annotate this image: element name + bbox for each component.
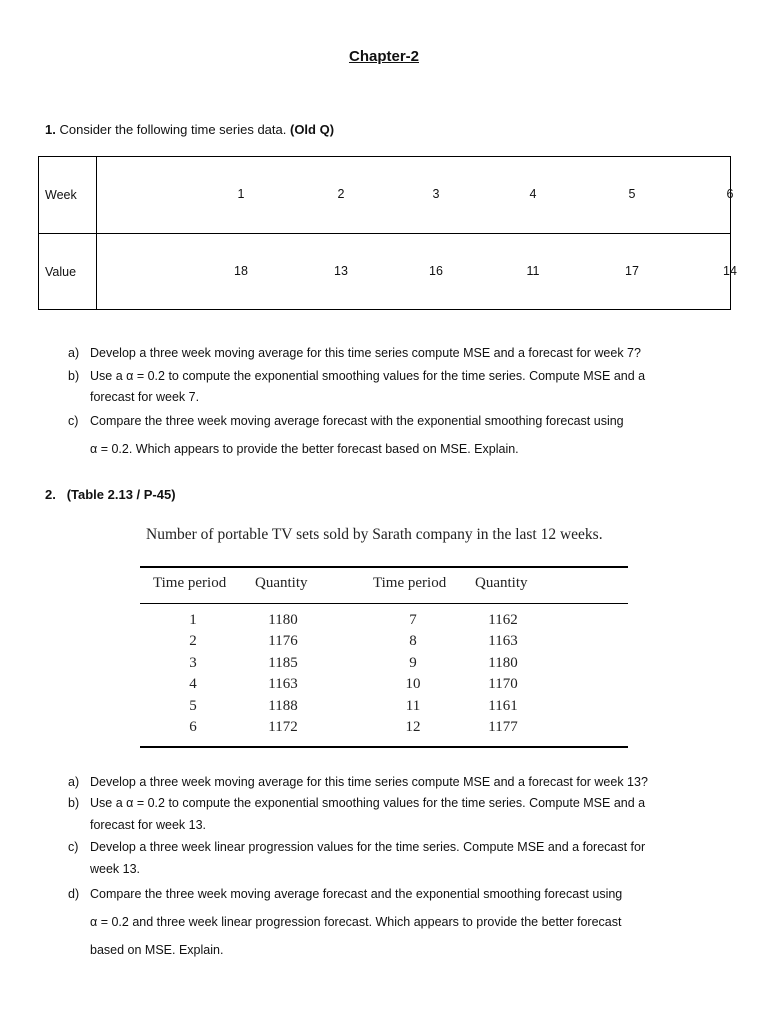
question-2-tag: (Table 2.13 / P-45) [66,487,176,502]
header-time-period-2: Time period [373,575,447,591]
table-cell-period: 10 [405,676,421,693]
table-top-rule [140,566,628,568]
week-label: Week [39,157,97,234]
header-quantity-2: Quantity [475,575,528,591]
table-cell-quantity: 1162 [488,612,518,628]
part-text-line: α = 0.2. Which appears to provide the better forecast based on MSE. Explain. [90,442,519,456]
table-cell-quantity: 1180 [488,654,518,671]
part-text-line: Compare the three week moving average forecast and the exponential smoothing forecast using [90,887,623,901]
part-marker: a) [68,775,80,789]
part-marker: c) [68,414,79,428]
table-cell-period: 8 [409,633,417,650]
time-series-table [38,156,737,310]
table-cell-period: 12 [405,719,421,735]
week-cell-2: 2 [337,187,345,201]
value-cell-2: 13 [334,263,348,278]
value-label: Value [39,234,97,310]
part-text-line: Use a α = 0.2 to compute the exponential smoothing values for the time series. Compute MSE and a [90,369,646,383]
part-text-line: forecast for week 7. [90,390,200,404]
week-cell-6: 6 [726,187,734,201]
question-2-heading [45,487,176,502]
table-cell-period: 7 [409,612,417,628]
part-text-line: α = 0.2 and three week linear progression forecast. Which appears to provide the better forecast [90,915,622,929]
question-1-heading [45,122,334,137]
question-1-tag: (Old Q) [289,122,335,137]
table-header-rule [140,603,628,604]
table-cell-quantity: 1163 [268,676,298,693]
part-marker: c) [68,840,79,854]
part-text-line: week 13. [90,862,141,876]
part-text-line: Use a α = 0.2 to compute the exponential smoothing values for the time series. Compute MSE and a [90,796,646,810]
value-cell-3: 16 [429,263,443,278]
value-values [97,234,737,310]
week-cell-5: 5 [628,187,636,201]
question-1-number: 1. [45,122,56,137]
table-cell-period: 5 [189,697,197,714]
table-cell-quantity: 1188 [268,697,298,714]
part-marker: d) [68,887,80,901]
week-cell-3: 3 [432,187,440,201]
week-values [97,157,734,234]
value-cell-1: 18 [234,263,248,278]
part-text-line: Develop a three week linear progression values for the time series. Compute MSE and a forecast for [90,840,646,854]
part-marker: b) [68,796,80,810]
part-text-line: Compare the three week moving average forecast with the exponential smoothing forecast using [90,414,624,428]
week-row [39,157,731,234]
table-cell-quantity: 1176 [268,633,298,650]
header-quantity-1: Quantity [255,575,308,591]
table-cell-quantity: 1172 [268,719,298,735]
table-cell-period: 2 [189,633,197,650]
table-cell-period: 9 [409,654,417,671]
table-cell-quantity: 1180 [268,612,298,628]
part-text-line: Develop a three week moving average for this time series compute MSE and a forecast for week 7? [90,346,641,360]
table-cell-quantity: 1161 [488,697,518,714]
week-cell-1: 1 [237,187,245,201]
part-text-line: forecast for week 13. [90,818,207,832]
value-cell-5: 17 [625,263,639,278]
table-cell-period: 1 [189,612,197,628]
table-cell-quantity: 1177 [488,719,518,735]
value-row [39,234,731,310]
question-2-number: 2. [45,487,56,502]
table-cell-quantity: 1163 [488,633,518,650]
table-cell-quantity: 1185 [268,654,298,671]
table-caption: Number of portable TV sets sold by Sarath company in the last 12 weeks. [146,526,603,543]
page-title: Chapter-2 [348,48,419,65]
week-cell-4: 4 [529,187,537,201]
table-bottom-rule [140,746,628,748]
table-cell-quantity: 1170 [488,676,518,693]
table-cell-period: 6 [189,719,197,735]
header-time-period-1: Time period [153,575,227,591]
part-text-line: based on MSE. Explain. [90,943,224,957]
table-cell-period: 11 [405,697,421,714]
part-marker: a) [68,346,80,360]
value-cell-6: 14 [723,263,737,278]
value-cell-4: 11 [526,263,540,278]
table-cell-period: 3 [189,654,197,671]
part-marker: b) [68,369,80,383]
part-text-line: Develop a three week moving average for this time series compute MSE and a forecast for week 13? [90,775,648,789]
table-cell-period: 4 [189,676,197,693]
question-1-text: Consider the following time series data. [59,122,287,137]
